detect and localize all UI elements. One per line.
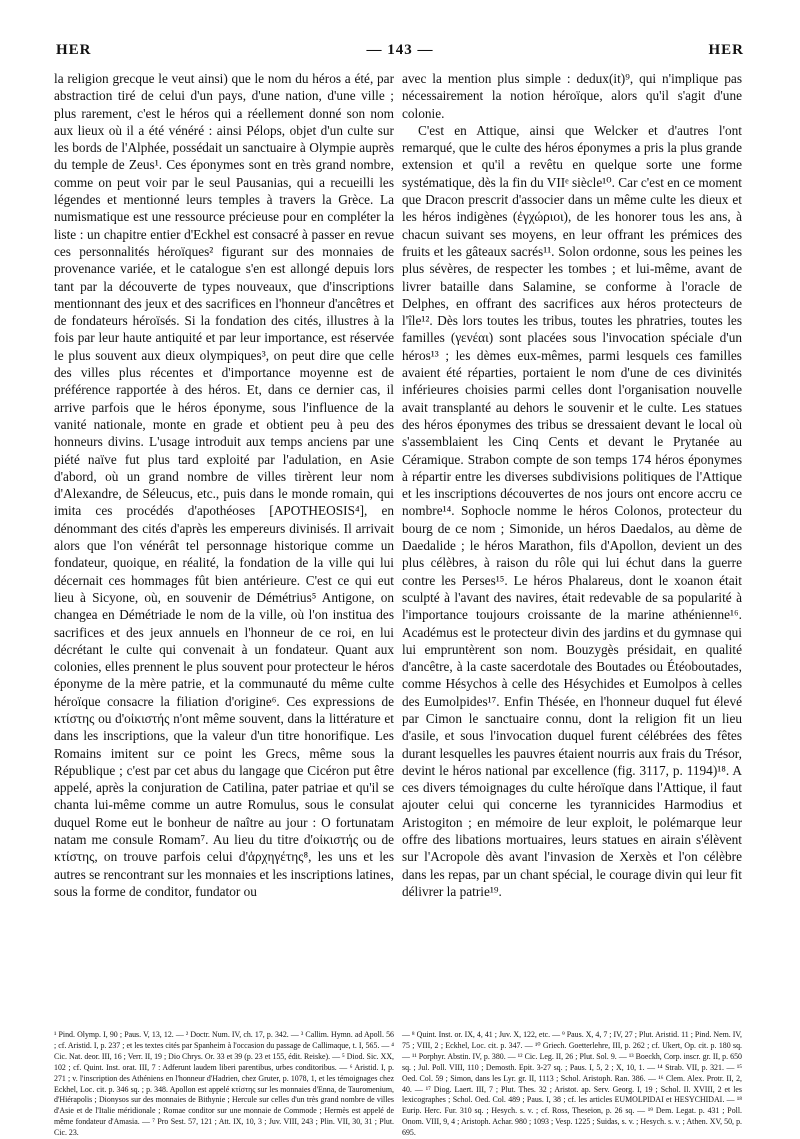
running-header	[54, 42, 746, 64]
left-column	[54, 70, 394, 900]
right-column	[402, 70, 742, 900]
footnotes-right: — ⁸ Quint. Inst. or. IX, 4, 41 ; Juv. X, 122, etc. — ⁹ Paus. X, 4, 7 ; IV, 27 ; Plut. Aristid. 11 ; Pind. Nem. IV, 75 ; VIII, 2 ; Eckhel, Loc. cit. p. 347. — ¹⁰ Griech. Goetterlehre, III, p. 262 ; cf. Ukert, Op. cit. p. 180 sq. — ¹¹ Porphyr. Abstin. IV, p. 380. — ¹² Cic. Leg. II, 26 ; Plut. Sol. 9. — ¹³ Boeckh, Corp. inscr. gr. II, p. 650 sq. ; Jul. Poll. VIII, 110 ; Demosth. Epit. 3-27 sq. ; Paus. I, 5, 2 ; X, 10, 1. — ¹⁴ Strab. VII, p. 321. — ¹⁵ Oed. Col. 59 ; Simon, dans les Lyr. gr. II, 1113 ; Schol. Aristoph. Ran. 386. — ¹⁶ Clem. Alex. Protr. II, 2, 40. — ¹⁷ Diog. Laert. III, 7 ; Plut. Thes. 32 ; Aristot. ap. Serv. Georg. I, 19 ; Schol. Il. XVIII, 2 et les lexicographes ; Schol. Oed. Col. 489 ; Paus. I, 38 ; cf. les articles EUMOLPIDAI et HESYCHIDAI. — ¹⁸ Eurip. Herc. Fur. 310 sq. ; Hesych. s. v. ; cf. Ross, Theseion, p. 26 sq. — ¹⁹ Dem. Legat. p. 431 ; Poll. Onom. VIII, 9, 4 ; Aristoph. Achar. 980 ; 1093 ; Vesp. 1225 ; Suidas, s. v. ; Hesych. s. v. ; Athen. XV, 50, p. 695.	[402, 1030, 742, 1138]
right-paragraph-intro: avec la mention plus simple : dedux(it)⁹, qui n'implique pas nécessairement la notion héroïque, alors qu'il s'agit d'une colonie.	[402, 71, 742, 121]
footnotes-left: ¹ Pind. Olymp. I, 90 ; Paus. V, 13, 12. — ² Doctr. Num. IV, ch. 17, p. 342. — ³ Callim. Hymn. ad Apoll. 56 ; cf. Aristid. I, p. 237 ; et les textes cités par Spanheim à l'occasion du passage de Callimaque, t. I, 565. — ⁴ Cic. Nat. deor. III, 16 ; Verr. II, 19 ; Dio Chrys. Or. 33 et 39 (p. 23 et 155, édit. Reiske). — ⁵ Diod. Sic. XX, 102 ; cf. Quint. Inst. orat. III, 7 : Adferunt laudem liberi parentibus, urbes conditoribus. — ⁶ Aristid. I, p. 271 ; v. l'inscription des Athéniens en l'honneur d'Hadrien, chez Gruter, p. 1078, 1, et les témoignages chez Eckhel, Loc. cit. p. 346 sq. ; p. 348. Apollon est appelé κτίστης sur les monnaies d'Enna, de Tauromenium, d'Hiérapolis ; Dionysos sur des monnaies de Bithynie ; Hercule sur celles d'un très grand nombre de villes d'Asie et de l'Italie méridionale ; Romae conditor sur une monnaie de Commode ; Hermès est appelé de même fondateur d'Amasia. — ⁷ Pro Sest. 57, 121 ; Att. IX, 10, 3 ; Juv. VIII, 243 ; Plin. VII, 30, 31 ; Plut. Cic. 23.	[54, 1030, 394, 1138]
left-paragraph: la religion grecque le veut ainsi) que le nom du héros a été, par abstraction tiré de celui d'un pays, d'une nation, d'une ville ; plus rarement, c'est le héros qui a réellement donné son nom aux lieux où il a été vénéré : ainsi Pélops, objet d'un culte sur les bords de l'Alphée, possédait un sanctuaire à Olympie auprès du temple de Zeus¹. Ces éponymes sont en très grand nombre, comme on peut voir par le seul Pausanias, qui a recueilli les légendes et mentionné leurs temples à travers la Grèce. La numismatique est une ressource précieuse pour en compléter la liste : un chapitre entier d'Eckhel est consacré à passer en revue ces personnalités héroïques² figurant sur des monnaies de provenance variée, et le catalogue s'en est allongé depuis lors tant par la découverte de types nouveaux, que d'inscriptions mentionnant des jeux et des sacrifices en l'honneur d'ancêtres et de fondateurs héroïsés. Si la fondation des cités, illustres à la fois par leur haute antiquité et par leur importance, est réservée le plus souvent aux dieux olympiques³, on peut dire que celle des villes plus récentes et d'importance moyenne est de préférence rapportée à des héros. Et, dans ce dernier cas, il arrive parfois que le héros éponyme, sous l'influence de la vanité nationale, monte en grade et obtient peu à peu des honneurs divins. L'usage introduit aux temps anciens par une piété naïve fut plus tard exploité par l'adulation, en Asie d'abord, où un grand nombre de villes tirèrent leur nom d'Alexandre, de Séleucus, etc., puis dans le monde romain, qui imita ces procédés d'apothéoses [APOTHEOSIS⁴], en dénommant des cités d'après les empereurs divinisés. Il arrivait alors que l'on vénérât tel personnage historique comme un fondateur, quoique, en réalité, la fondation de la ville qui lui décernait ces hommages fût bien antérieure. C'est ce qui eut lieu à Sicyone, où, en souvenir de Démétrius⁵ Antigone, on changea en Démétriade le nom de la ville, où l'on institua des sacrifices et des jeux annuels en l'honneur de ce roi, en lui décrétant le culte qui convenait à un fondateur. Quant aux colonies, elles prennent le plus souvent pour protecteur le héros éponyme de la mère patrie, et la communauté du même culte héroïque consacre la filiation d'origine⁶. Ces expressions de κτίστης ou d'οἰκιστής n'ont même souvent, dans la littérature et dans les inscriptions, que la valeur d'un titre honorifique. Les Romains imitent sur ce point les Grecs, même sous la République ; c'est par cet abus du langage que Cicéron put être appelé, après la conjuration de Catilina, pater patriae et qu'il se chanta lui-même comme un autre Romulus, sous le consulat duquel Rome eut le bonheur de naître au jour : O fortunatam natam me consule Romam⁷. Au lieu du titre d'οἰκιστής ou de κτίστης, on trouve parfois celui d'ἀρχηγέτης⁸, les uns et les autres se rencontrant sur les monnaies et les inscriptions latines, sous la forme de conditor, fundator ou	[54, 71, 394, 899]
page-number: — 143 —	[366, 42, 434, 58]
header-right-word: HER	[708, 42, 744, 58]
header-left-word: HER	[56, 42, 92, 58]
right-paragraph-attique: C'est en Attique, ainsi que Welcker et d'autres l'ont remarqué, que le culte des héros éponymes a pris la plus grande extension et qu'il a revêtu en quelque sorte une forme systématique, dès la fin du VIIᵉ siècle¹⁰. Car c'est en ce moment que Dracon prescrit d'associer dans un même culte les dieux et les héros indigènes (ἐγχώριοι), de les honorer tous les ans, à chacun suivant ses moyens, en leur offrant les prémices des fruits et les gâteaux sacrés¹¹. Solon ordonne, sous les peines les plus sévères, de respecter les tombes ; et lui-même, avant de livrer bataille dans Salamine, se conforme à l'oracle de Delphes, en offrant des sacrifices aux héros protecteurs de l'île¹². Dès lors toutes les tribus, toutes les phratries, toutes les familles (γενέαι) sont placées sous l'invocation spéciale d'un héros¹³ ; les dèmes eux-mêmes, parmi lesquels ces familles avaient été réparties, portaient le nom d'une de ces divinités inférieures choisies parmi celles dont l'organisation nouvelle avait transplanté au dehors le souvenir et le culte. Les statues des héros éponymes des tribus se dressaient devant le local où s'assemblaient les Cinq Cents et devant le Prytanée au Céramique. Strabon compte de son temps 174 héros éponymes à répartir entre les diverses subdivisions politiques de l'Attique et les inscriptions découvertes de nos jours ont encore accru ce nombre¹⁴. Sophocle nomme le héros Colonos, protecteur du bourg de ce nom ; Simonide, un héros Daedalos, au dème de Daedalide ; le héros Marathon, fils d'Apollon, devient un des plus célèbres, à raison du rôle qui lui échut dans la guerre contre les Perses¹⁵. Le héros Phalareus, dont le xoanon était sculpté à l'avant des navires, était redevable de sa popularité à l'importance toujours croissante de la marine athénienne¹⁶. Académus est le protecteur divin des jardins et du gymnase qui lui empruntèrent son nom. Bouzygès présidait, en qualité d'ancêtre, à la caste sacerdotale des Boutades ou Étéoboutades, comme Hésychos à celle des Hésychides et Eumolpos à celles des Eumolpides¹⁷. Enfin Thésée, en l'honneur duquel fut élevé par Cimon le sanctuaire connu, dont la religion fit un lieu d'asile, et sous l'invocation duquel furent célébrées des fêtes durant lesquelles les pauvres étaient nourris aux frais du Trésor, devint le héros national par excellence (fig. 3117, p. 1194)¹⁸. A ces divers témoignages du culte héroïque dans l'Attique, il faut ajouter celui qui concerne les tyrannicides Harmodius et Aristogiton ; en mémoire de leur exploit, le polémarque leur offre des libations mortuaires, leurs statues en airain s'élèvent sur l'Acropole dès avant l'invasion de Xerxès et l'on célèbre dans les repas, par un chant spécial, le courage divin qui leur fit délivrer la patrie¹⁹.	[402, 122, 742, 899]
